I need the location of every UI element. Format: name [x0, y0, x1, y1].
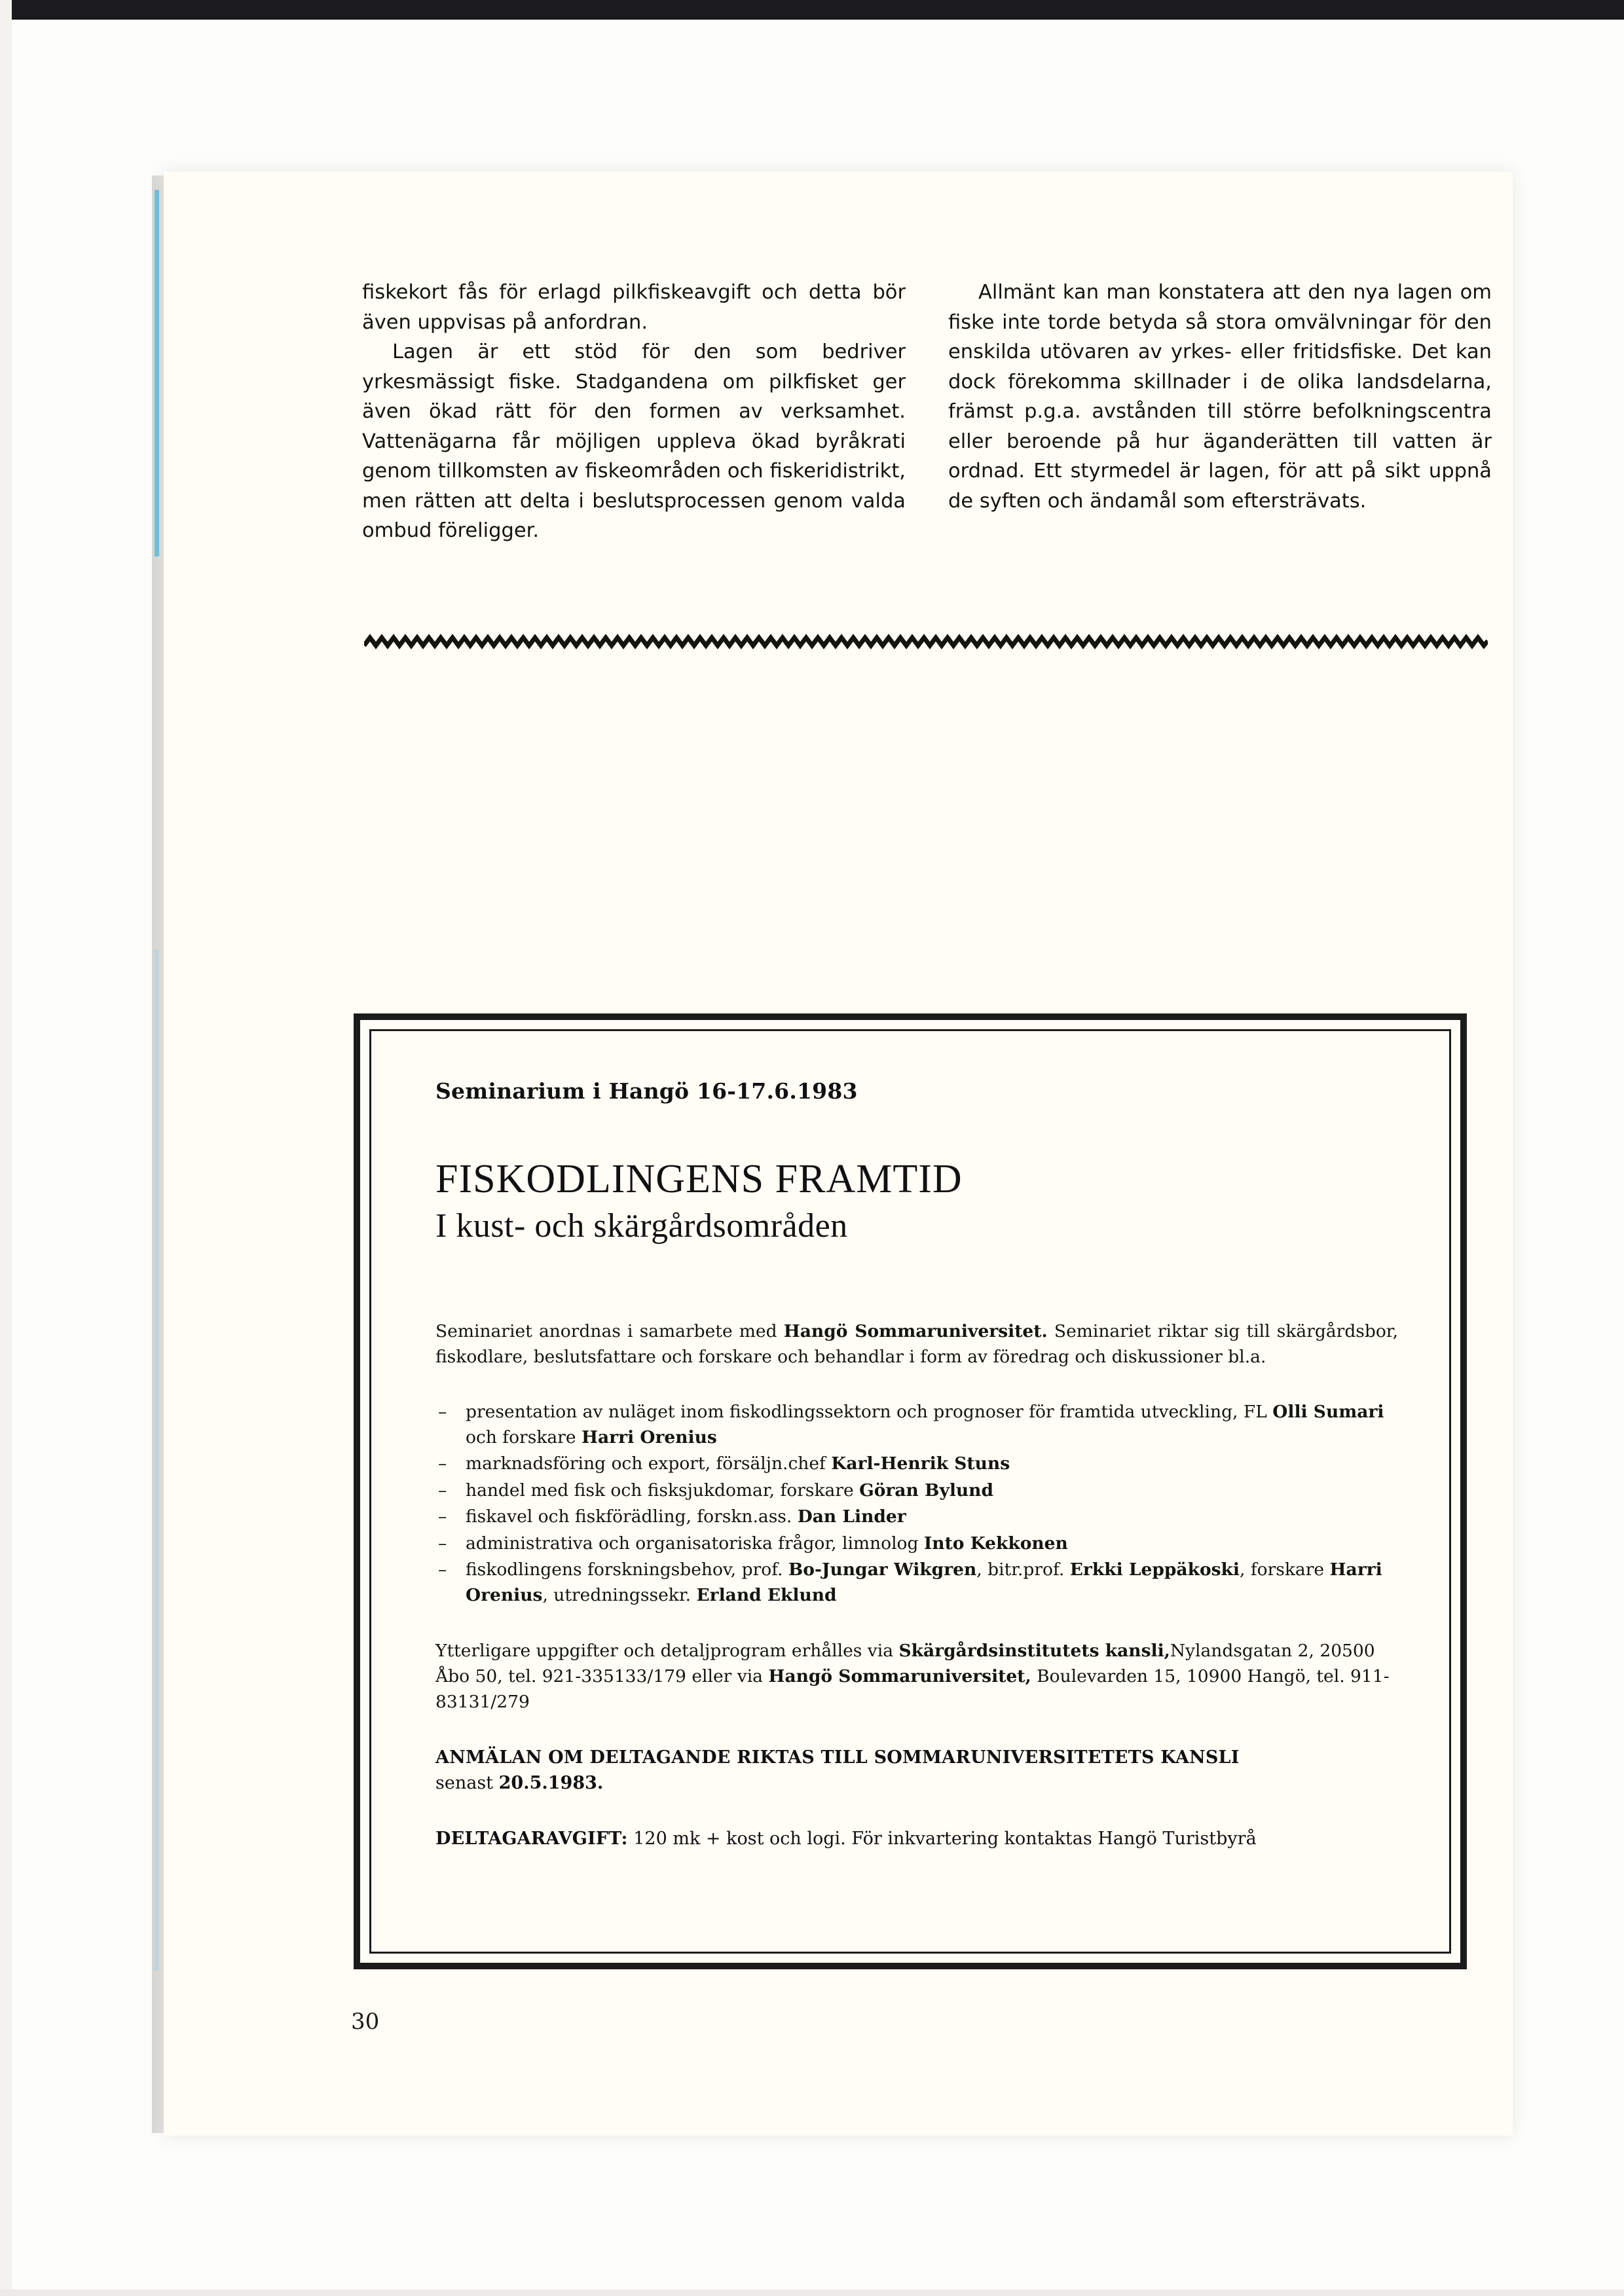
dash-bullet-icon: –	[438, 1506, 447, 1527]
program-name: Bo-Jungar Wikgren	[788, 1559, 977, 1580]
program-text: presentation av nuläget inom fiskodlingssektorn och prognoser för framtida utveckling, FL	[466, 1402, 1273, 1422]
advertisement-subtitle: I kust- och skärgårdsområden	[435, 1207, 848, 1245]
article-column-right	[948, 278, 1492, 516]
program-name: Erland Eklund	[696, 1584, 837, 1605]
intro-text-1: Seminariet anordnas i samarbete med	[435, 1321, 784, 1341]
program-name: Into Kekkonen	[923, 1533, 1068, 1554]
program-text: fiskodlingens forskningsbehov, prof.	[466, 1559, 788, 1580]
program-name: Dan Linder	[797, 1506, 906, 1527]
advertisement-title-block	[435, 1156, 1398, 1247]
list-item	[435, 1504, 1398, 1530]
contact-text: Nylandsgatan 2, 20500 Åbo 50, tel. 921-335133/179 eller via	[435, 1641, 1375, 1686]
contact-organisation: Skärgårdsinstitutets kansli,	[898, 1641, 1170, 1661]
paragraph-left-2: Lagen är ett stöd för den som bedriver yrkesmässigt fiske. Stadgandena om pilkfisket ger även ökad rätt för den formen av verksamhet. Vattenägarna får möjligen uppleva ökad byråkrati genom tillkomsten av fiskeområden och fiskeridistrikt, men rätten att delta i beslutsprocessen genom valda ombud föreligger.	[362, 340, 906, 542]
list-item	[435, 1451, 1398, 1477]
contact-text: Ytterligare uppgifter och detaljprogram erhålles via	[435, 1641, 899, 1661]
advertisement-registration-notice	[435, 1745, 1398, 1796]
scanner-bottom-edge	[0, 2289, 1624, 2296]
program-name: Harri Orenius	[581, 1427, 717, 1448]
program-text: och forskare	[466, 1427, 581, 1448]
intro-bold-1: Hangö Sommaruniversitet.	[783, 1321, 1048, 1341]
dash-bullet-icon: –	[438, 1559, 447, 1580]
program-name: Karl-Henrik Stuns	[831, 1453, 1010, 1474]
program-text: , bitr.prof.	[976, 1559, 1070, 1580]
registration-deadline-label: senast	[435, 1773, 499, 1793]
advertisement-intro	[435, 1319, 1398, 1370]
program-name: Göran Bylund	[859, 1480, 993, 1501]
scanner-top-edge	[0, 0, 1624, 20]
dash-bullet-icon: –	[438, 1480, 447, 1501]
program-list	[435, 1400, 1398, 1608]
program-text: administrativa och organisatoriska frågor, limnolog	[466, 1533, 924, 1554]
program-name: Erkki Leppäkoski	[1069, 1559, 1240, 1580]
page-number: 30	[351, 2009, 380, 2035]
scanner-left-edge	[0, 0, 12, 2296]
program-text: marknadsföring och export, försäljn.chef	[466, 1453, 832, 1474]
book-edge-highlight	[155, 190, 159, 556]
program-text: fiskavel och fiskförädling, forskn.ass.	[466, 1506, 798, 1527]
advertisement-fee	[435, 1826, 1398, 1851]
advertisement-inner-frame	[369, 1029, 1451, 1954]
program-text: , utredningssekr.	[542, 1584, 697, 1605]
program-name: Olli Sumari	[1272, 1402, 1384, 1422]
fee-label: DELTAGARAVGIFT:	[435, 1829, 628, 1849]
advertisement-box	[354, 1013, 1467, 1969]
intro-text-2: Seminariet riktar sig till skärgårdsbor, fiskodlare, beslutsfattare och forskare och behandlar i form av föredrag och diskussioner bl.a.	[435, 1321, 1398, 1367]
contact-text: Boulevarden 15, 10900 Hangö, tel. 911-83131/279	[435, 1666, 1390, 1712]
dash-bullet-icon: –	[438, 1402, 447, 1422]
list-item	[435, 1478, 1398, 1504]
program-text: , forskare	[1239, 1559, 1330, 1580]
contact-organisation: Hangö Sommaruniversitet,	[768, 1666, 1031, 1686]
advertisement-title: FISKODLINGENS FRAMTID	[435, 1157, 963, 1201]
program-name: Harri Orenius	[466, 1559, 1382, 1605]
registration-deadline-date: 20.5.1983.	[498, 1773, 604, 1793]
dash-bullet-icon: –	[438, 1533, 447, 1554]
book-edge-highlight-lower	[155, 949, 158, 1971]
list-item	[435, 1400, 1398, 1450]
zigzag-divider	[364, 634, 1488, 651]
article-column-left	[362, 278, 906, 546]
list-item	[435, 1558, 1398, 1608]
seminar-date-line: Seminarium i Hangö 16-17.6.1983	[435, 1078, 858, 1104]
paragraph-right-1: Allmänt kan man konstatera att den nya lagen om fiske inte torde betyda så stora omvälvningar för den enskilda utövaren av yrkes- eller fritidsfiske. Det kan dock förekomma skillnader i de olika landsdelarna, främst p.g.a. avstånden till större befolkningscentra eller beroende på hur äganderätten till vatten är ordnad. Ett styrmedel är lagen, för att på sikt uppnå de syften och ändamål som eftersträvats.	[948, 281, 1492, 513]
fee-value: 120 mk + kost och logi. För inkvartering kontaktas Hangö Turistbyrå	[627, 1829, 1257, 1849]
zigzag-divider-icon	[364, 634, 1488, 651]
advertisement-contact-info	[435, 1638, 1398, 1715]
dash-bullet-icon: –	[438, 1453, 447, 1474]
registration-heading: ANMÄLAN OM DELTAGANDE RIKTAS TILL SOMMARUNIVERSITETETS KANSLI	[435, 1747, 1240, 1768]
list-item	[435, 1531, 1398, 1557]
paragraph-left-1: fiskekort fås för erlagd pilkfiskeavgift och detta bör även uppvisas på anfordran.	[362, 281, 906, 334]
program-text: handel med fisk och fisksjukdomar, forskare	[466, 1480, 860, 1501]
